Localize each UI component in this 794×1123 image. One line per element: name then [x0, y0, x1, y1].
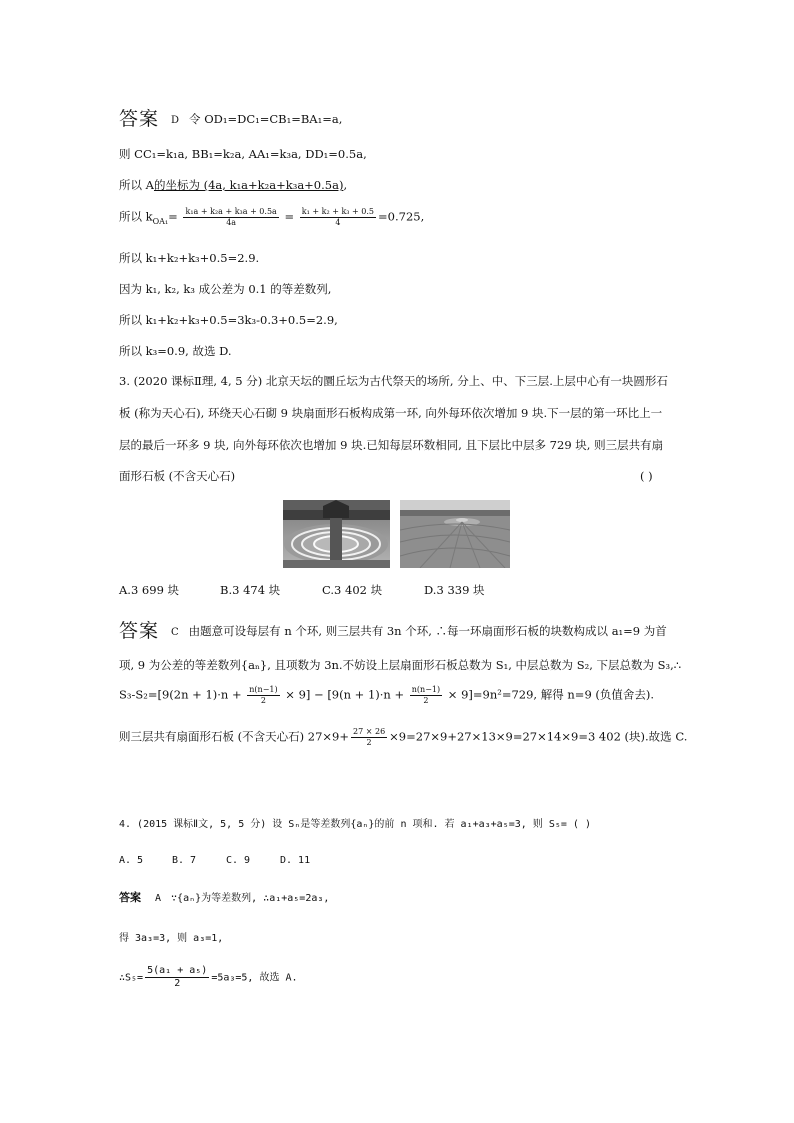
text: =0.725, [378, 209, 425, 224]
text: = [284, 209, 295, 224]
question-4-line: 4. (2015 课标Ⅱ文, 5, 5 分) 设 Sₙ是等差数列{aₙ}的前 n 项和. 若 a₁+a₃+a₅=3, 则 S₅= ( ) [119, 819, 591, 830]
answer-label: 答案 [119, 620, 160, 642]
temple-stone-photo [400, 500, 510, 568]
option-d: D.3 339 块 [424, 583, 485, 597]
question-3-line: 面形石板 (不含天心石) [119, 469, 236, 483]
text: =5a₃=5, 故选 A. [211, 972, 298, 984]
text-line-fraction [119, 966, 298, 989]
text-line-fraction [119, 686, 654, 705]
question-3-line: 3. (2020 课标Ⅱ理, 4, 5 分) 北京天坛的圜丘坛为古代祭天的场所, 分上、中、下三层.上层中心有一块圆形石 [119, 374, 668, 388]
answer-letter: D [171, 115, 180, 126]
text-line-fraction [119, 728, 687, 747]
fraction: $\frac{27 \times 26}{2}$ [353, 727, 386, 747]
text: ×9=27×9+27×13×9=27×14×9=3 402 (块).故选 C. [389, 729, 688, 744]
text-line: 得 3a₃=3, 则 a₃=1, [119, 933, 224, 944]
text-line [119, 180, 347, 192]
answer-letter: A [155, 893, 162, 904]
option-a: A.3 699 块 [119, 583, 180, 597]
text: × 9]=9n²=729, 解得 n=9 (负值舍去). [447, 687, 655, 702]
temple-aerial-photo [283, 500, 390, 568]
text: 所以 k [119, 209, 153, 224]
text: 所以 A [119, 178, 154, 192]
option-b: B.3 474 块 [220, 583, 281, 597]
text: S₃-S₂=[9(2n + 1)·n + [119, 687, 242, 702]
text-line: 项, 9 为公差的等差数列{aₙ}, 且项数为 3n.不妨设上层扇面形石板总数为 S₁, 中层总数为 S₂, 下层总数为 S₃,∴ [119, 658, 682, 672]
text: , [343, 178, 348, 192]
option-a: A. 5 [119, 855, 144, 866]
answer-label: 答案 [119, 108, 160, 130]
question-3-line: 板 (称为天心石), 环绕天心石砌 9 块扇面形石板构成第一环, 向外每环依次增加 9 块.下一层的第一环比上一 [119, 406, 663, 420]
option-c: C. 9 [226, 855, 251, 866]
text-line: 则 CC₁=k₁a, BB₁=k₂a, AA₁=k₃a, DD₁=0.5a, [119, 147, 367, 161]
text: 令 OD₁=DC₁=CB₁=BA₁=a, [189, 112, 343, 126]
option-b: B. 7 [172, 855, 197, 866]
answer-label: 答案 [119, 891, 141, 904]
fraction: $\frac{\text{k₁ + k₂ + k₃ + 0.5}}{4}$ [301, 207, 375, 227]
question-3-line: 层的最后一环多 9 块, 向外每环依次也增加 9 块.已知每层环数相同, 且下层比中层多 729 块, 则三层共有扇 [119, 438, 664, 452]
answer-letter: C [171, 627, 179, 638]
text-line: 所以 k₃=0.9, 故选 D. [119, 344, 232, 358]
text-line: 所以 k₁+k₂+k₃+0.5=3k₃-0.3+0.5=2.9, [119, 313, 338, 327]
text: = [168, 209, 178, 224]
option-c: C.3 402 块 [322, 583, 383, 597]
subscript: OA₁ [152, 216, 169, 226]
fraction: $\frac{n(n-1)}{2}$ [411, 685, 441, 705]
text-line: 因为 k₁, k₂, k₃ 成公差为 0.1 的等差数列, [119, 282, 332, 296]
option-d: D. 11 [280, 855, 311, 866]
text: ∵{aₙ}为等差数列, ∴a₁+a₅=2a₃, [171, 893, 330, 904]
text: × 9] − [9(n + 1)·n + [285, 687, 405, 702]
fraction: $\frac{n(n-1)}{2}$ [249, 685, 278, 705]
text-line: 所以 k₁+k₂+k₃+0.5=2.9. [119, 251, 260, 265]
answer-line-1 [119, 110, 342, 129]
text-line-fraction [119, 208, 424, 227]
answer-line-3 [119, 892, 329, 904]
answer-blank: ( ) [640, 469, 653, 483]
underlined-text: 的坐标为 (4a, k₁a+k₂a+k₃a+0.5a) [153, 178, 344, 192]
fraction: $\frac{\text{k₁a + k₂a + k₃a + 0.5a}}{4a}$ [185, 207, 277, 227]
answer-line-2 [119, 622, 667, 641]
text: 由题意可设每层有 n 个环, 则三层共有 3n 个环, ∴每一环扇面形石板的块数构成以 a₁=9 为首 [188, 624, 667, 638]
fraction: $\frac{\text{5(a₁ + a₅)}}{2}$ [147, 965, 208, 989]
text: 则三层共有扇面形石板 (不含天心石) 27×9+ [119, 729, 350, 744]
text: ∴S₅= [119, 972, 144, 984]
